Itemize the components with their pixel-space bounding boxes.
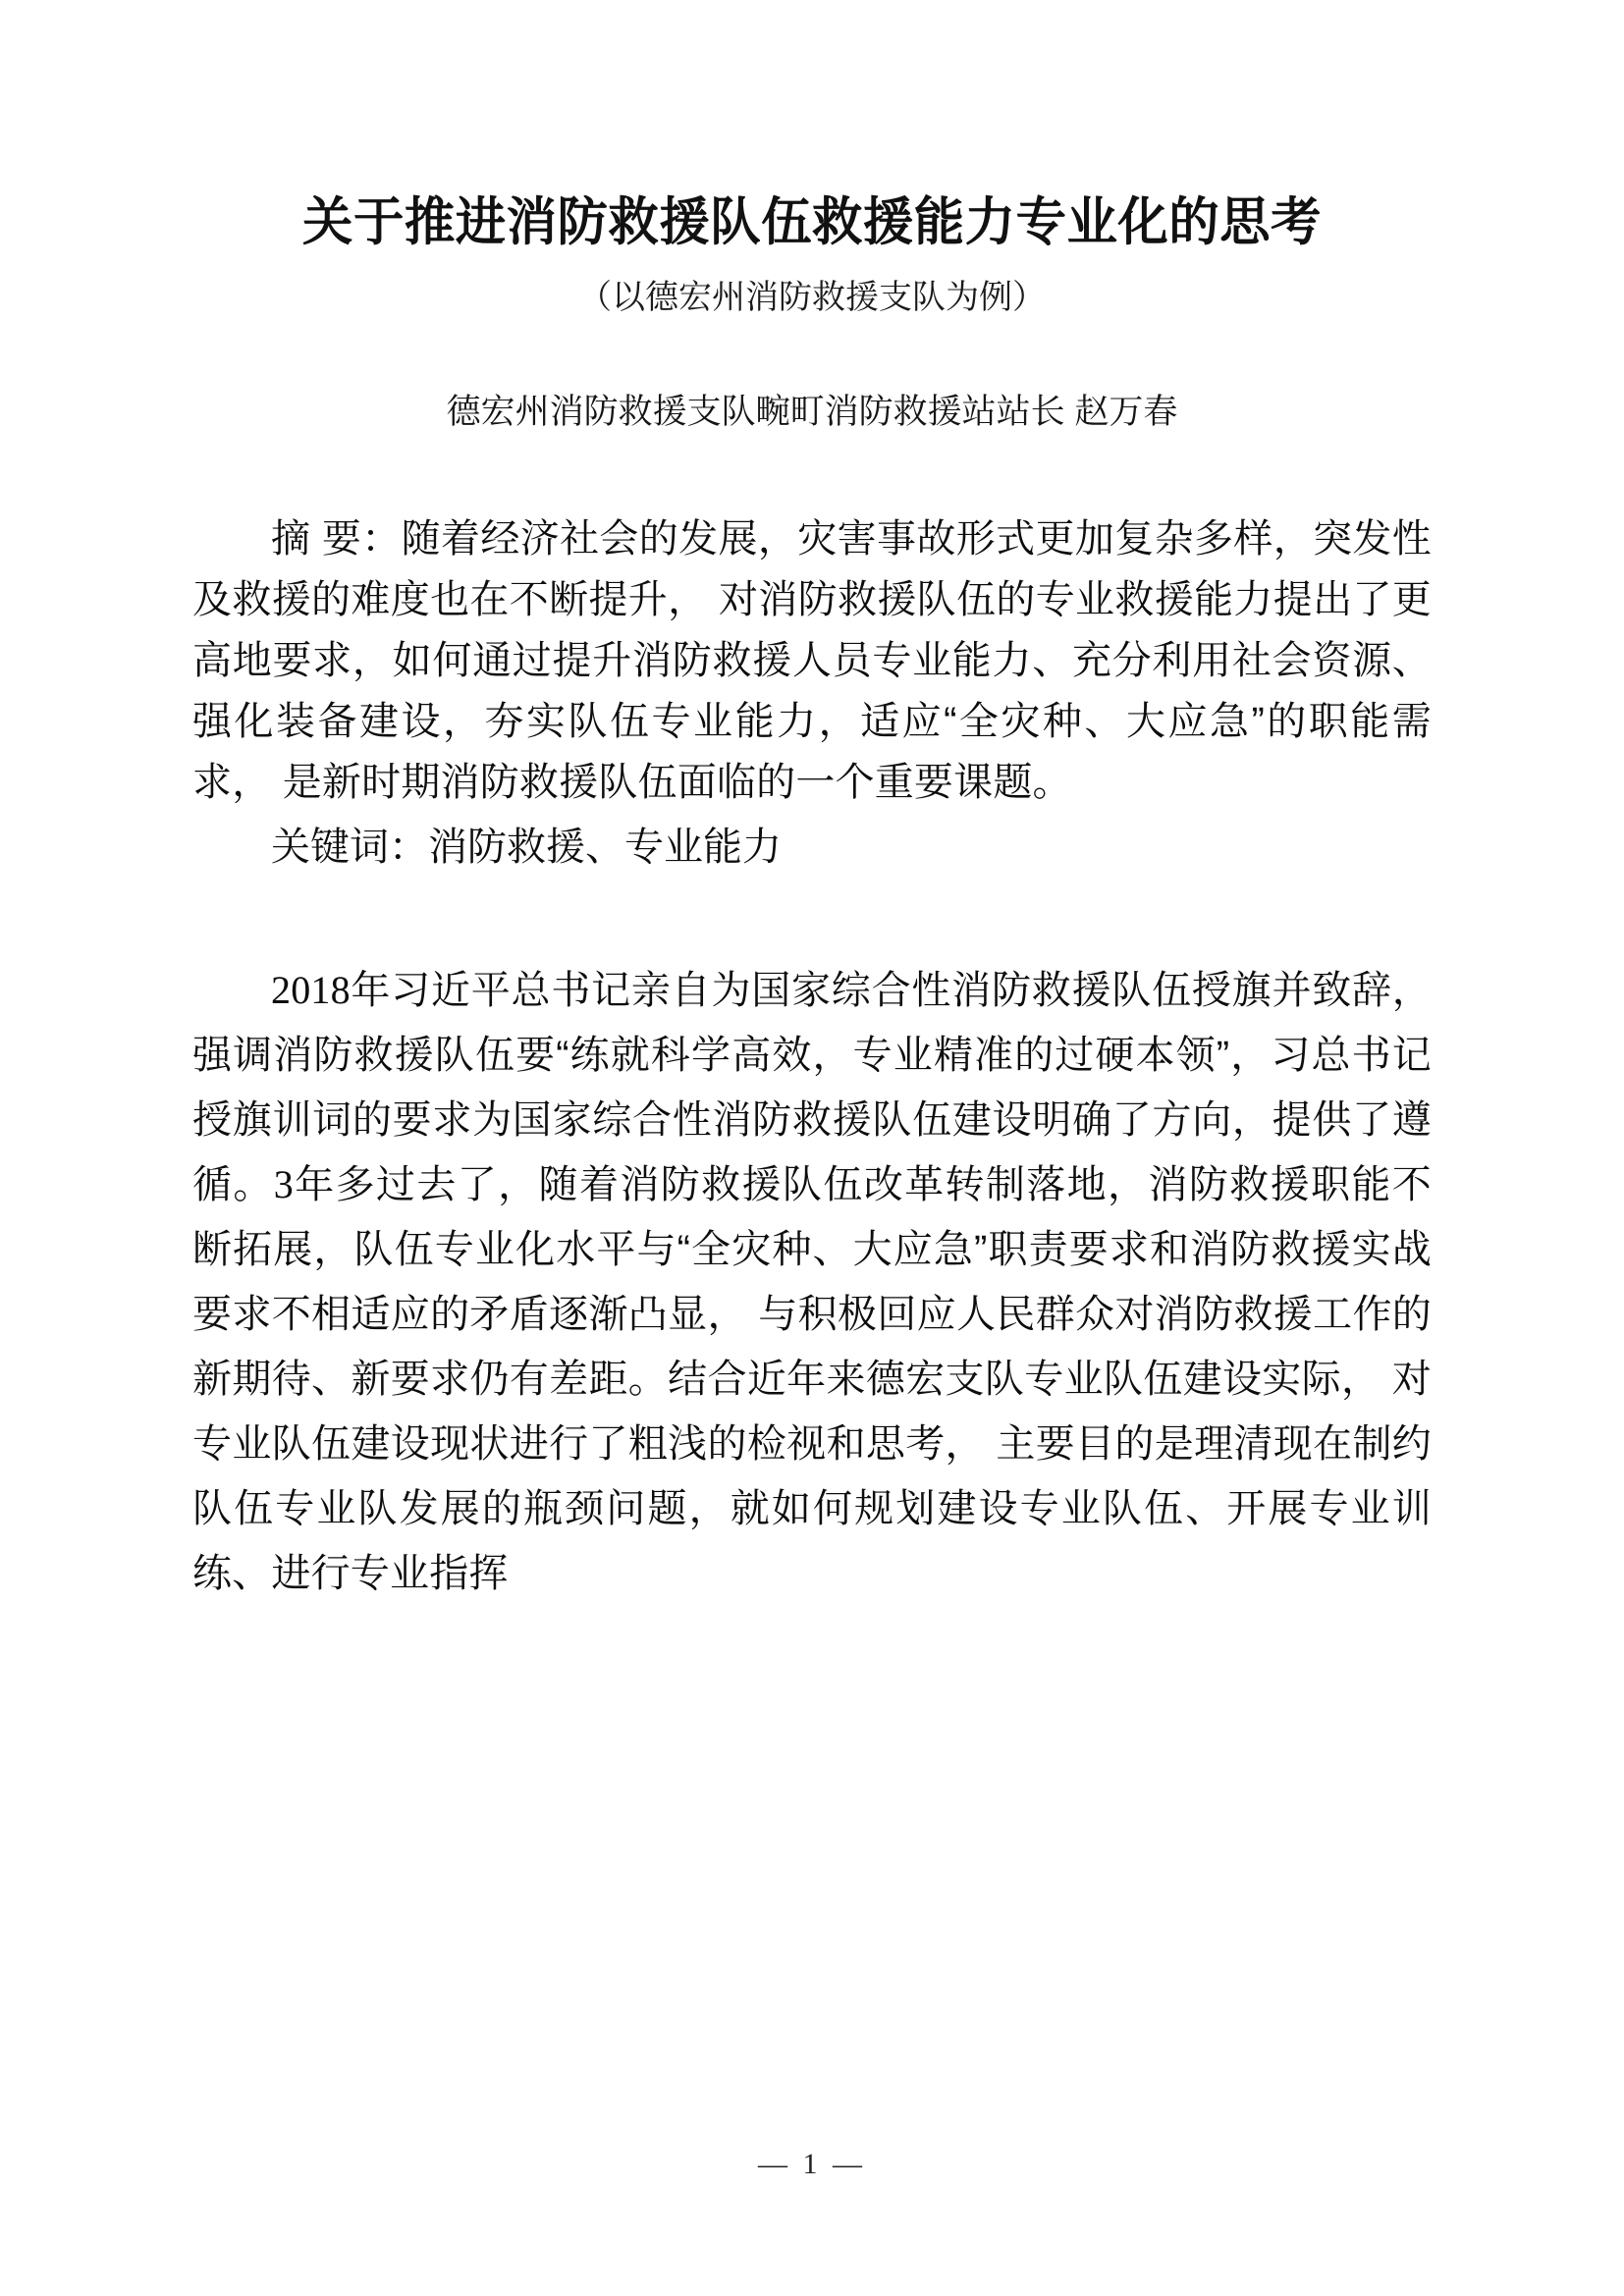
- abstract-label: 摘 要：: [271, 517, 402, 561]
- page-subtitle: （以德宏州消防救援支队为例）: [578, 278, 1046, 316]
- author-line: 德宏州消防救援支队畹町消防救援站站长 赵万春: [446, 392, 1178, 431]
- page-number-footer: — 1 —: [758, 2148, 866, 2180]
- years-count: 3: [273, 1162, 294, 1207]
- body-text-a: 年习近平总书记亲自为国家综合性消防救援队伍授旗并致辞，强调消防救援队伍要“练就科学高效，专业精准的过硬本领”，习总书记授旗训词的要求为国家综合性消防救援队伍建设明确了方向，提供了遵循。: [192, 969, 1432, 1207]
- body-paragraph-1: [192, 958, 1432, 1606]
- body-text-b: 年多过去了，随着消防救援队伍改革转制落地，消防救援职能不断拓展，队伍专业化水平与“全灾种、大应急”职责要求和消防救援实战要求不相适应的矛盾逐渐凸显， 与积极回应人民群众对消防救援工作的新期待、新要求仍有差距。结合近年来德宏支队专业队伍建设实际， 对专业队伍建设现状进行了粗浅的检视和思考， 主要目的是理清现在制约队伍专业队发展的瓶颈问题，就如何规划建设专业队伍、开展专业训练、进行专业指挥: [192, 1163, 1432, 1596]
- year-2018: 2018: [271, 968, 351, 1013]
- body-section: [192, 878, 1432, 1606]
- abstract-text: 随着经济社会的发展，灾害事故形式更加复杂多样，突发性及救援的难度也在不断提升， 对消防救援队伍的专业救援能力提出了更高地要求，如何通过提升消防救援人员专业能力、充分利用社会资源、强化装备建设，夯实队伍专业能力，适应“全灾种、大应急”的职能需求， 是新时期消防救援队伍面临的一个重要课题。: [192, 517, 1432, 805]
- page-title: 关于推进消防救援队伍救援能力专业化的思考: [302, 193, 1322, 251]
- abstract-section: [192, 434, 1432, 878]
- keywords-label: 关键词：: [271, 826, 428, 870]
- keywords-text: 消防救援、专业能力: [428, 826, 782, 870]
- page-content: [192, 0, 1432, 1606]
- abstract-paragraph: [192, 508, 1432, 813]
- keywords-paragraph: [192, 813, 1432, 878]
